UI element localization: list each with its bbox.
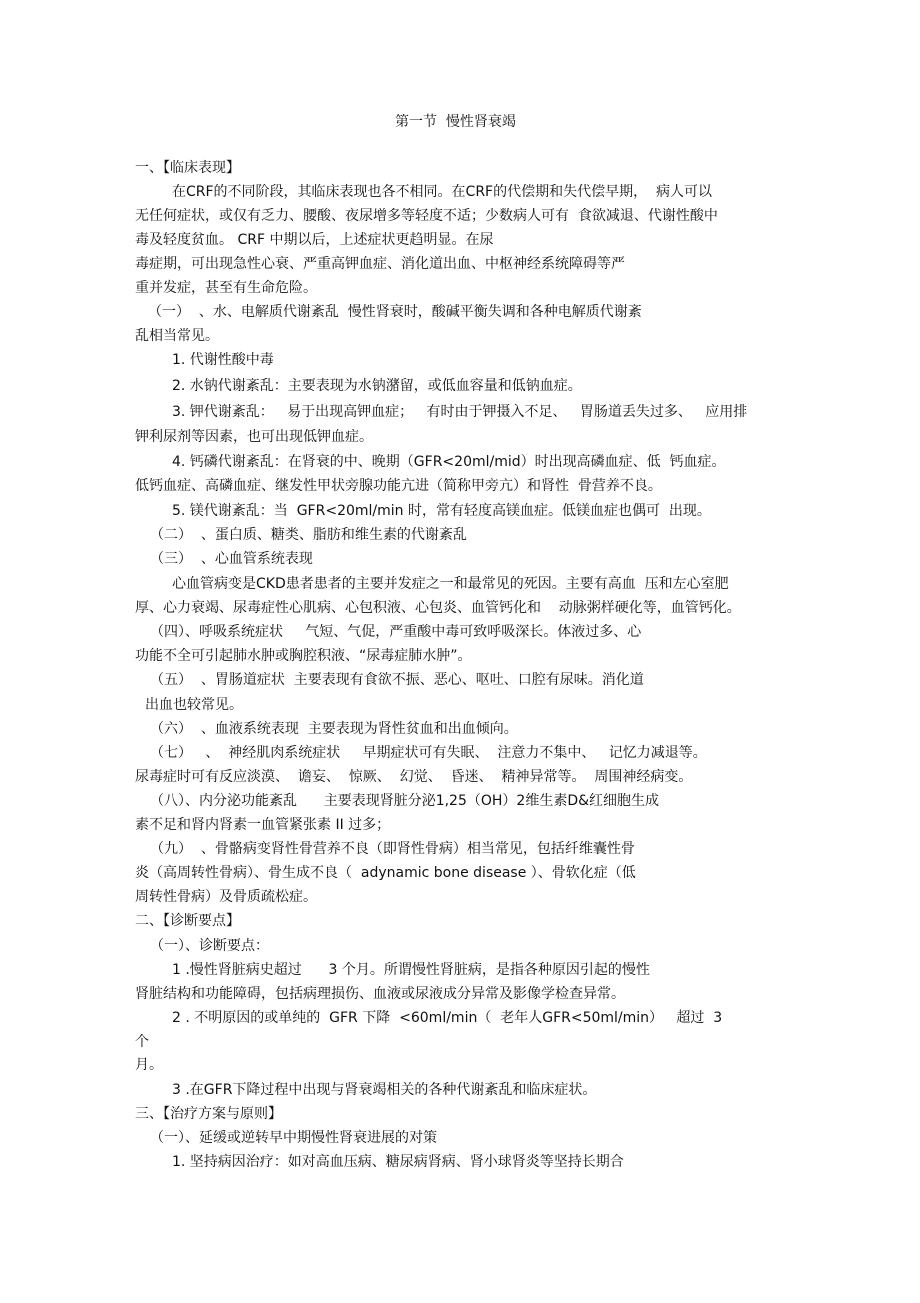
text-line: （一）、延缓或逆转早中期慢性肾衰进展的对策 (150, 1130, 437, 1146)
text-line: 尿毒症时可有反应淡漠、 谵妄、 惊厥、 幻觉、 昏迷、 精神异常等。 周围神经病变。 (135, 769, 693, 785)
text-line: 毒症期，可出现急性心衰、严重高钾血症、消化道出血、中枢神经系统障碍等严 (135, 256, 625, 272)
text-line: （三） 、心血管系统表现 (150, 551, 313, 567)
text-line: 无任何症状，或仅有乏力、腰酸、夜尿增多等轻度不适；少数病人可有 食欲减退、代谢性酸中 (135, 208, 718, 224)
text-line: （一）、诊断要点： (150, 938, 269, 954)
text-line: （二） 、蛋白质、糖类、脂肪和维生素的代谢紊乱 (150, 527, 467, 543)
text-line: 在CRF的不同阶段，其临床表现也各不相同。在CRF的代偿期和失代偿早期， 病人可以 (172, 184, 713, 200)
text-line: 2. 水钠代谢紊乱：主要表现为水钠潴留，或低血容量和低钠血症。 (172, 378, 582, 394)
text-line: 乱相当常见。 (135, 328, 219, 344)
page-title: 第一节 慢性肾衰竭 (395, 114, 516, 130)
text-line: 毒及轻度贫血。 CRF 中期以后，上述症状更趋明显。在尿 (135, 232, 494, 248)
text-line: 炎（高周转性骨病）、骨生成不良（ adynamic bone disease ）、骨软化症（低 (135, 865, 636, 881)
text-line: （八）、内分泌功能紊乱 主要表现肾脏分泌1,25（OH）2维生素D&红细胞生成 (150, 793, 660, 809)
text-line: 5. 镁代谢紊乱：当 GFR<20ml/min 时，常有轻度高镁血症。低镁血症也偶可 出现。 (172, 503, 711, 519)
text-line: 1 .慢性肾脏病史超过 3 个月。所谓慢性肾脏病，是指各种原因引起的慢性 (172, 962, 650, 978)
text-line: 厚、心力衰竭、尿毒症性心肌病、心包积液、心包炎、血管钙化和 动脉粥样硬化等，血管钙化。 (135, 600, 741, 616)
text-line: （九） 、骨骼病变肾性骨营养不良（即肾性骨病）相当常见，包括纤维囊性骨 (150, 841, 635, 857)
text-line: （六） 、血液系统表现 主要表现为肾性贫血和出血倾向。 (150, 721, 518, 737)
text-line: 出血也较常见。 (145, 697, 243, 713)
text-line: （四）、呼吸系统症状 气短、气促，严重酸中毒可致呼吸深长。体液过多、心 (150, 624, 642, 640)
text-line: 3 .在GFR下降过程中出现与肾衰竭相关的各种代谢紊乱和临床症状。 (172, 1082, 597, 1098)
text-line: 一、【临床表现】 (135, 160, 240, 176)
text-line: 低钙血症、高磷血症、继发性甲状旁腺功能亢进（简称甲旁亢）和肾性 骨营养不良。 (135, 478, 662, 494)
text-line: （七） 、 神经肌肉系统症状 早期症状可有失眠、 注意力不集中、 记忆力减退等。 (150, 745, 707, 761)
text-line: 1. 坚持病因治疗：如对高血压病、糖尿病肾病、肾小球肾炎等坚持长期合 (172, 1154, 624, 1170)
text-line: 周转性骨病）及骨质疏松症。 (135, 889, 317, 905)
text-line: 月。 (135, 1057, 163, 1073)
text-line: 功能不全可引起肺水肿或胸腔积液、“尿毒症肺水肿”。 (135, 648, 472, 664)
text-line: 4. 钙磷代谢紊乱：在肾衰的中、晚期（GFR<20ml/mid）时出现高磷血症、低 钙血症。 (172, 454, 726, 470)
text-line: 重并发症，甚至有生命危险。 (135, 280, 317, 296)
text-line: 3. 钾代谢紊乱： 易于出现高钾血症； 有时由于钾摄入不足、 胃肠道丢失过多、 应用排 (172, 404, 748, 420)
text-line: 2 . 不明原因的或单纯的 GFR 下降 <60ml/min（ 老年人GFR<50ml/min） 超过 3 (172, 1010, 723, 1026)
text-line: 肾脏结构和功能障碍，包括病理损伤、血液或尿液成分异常及影像学检查异常。 (135, 986, 625, 1002)
text-line: 心血管病变是CKD患者患者的主要并发症之一和最常见的死因。主要有高血 压和左心室肥 (172, 576, 729, 592)
text-line: 三、【治疗方案与原则】 (135, 1106, 282, 1122)
text-line: （一） 、水、电解质代谢紊乱 慢性肾衰时，酸碱平衡失调和各种电解质代谢紊 (148, 304, 642, 320)
text-line: 素不足和肾内肾素一血管紧张素 II 过多； (135, 817, 391, 833)
text-line: 1. 代谢性酸中毒 (172, 352, 274, 368)
text-line: 二、【诊断要点】 (135, 913, 240, 929)
text-line: （五） 、胃肠道症状 主要表现有食欲不振、恶心、呕吐、口腔有尿味。消化道 (150, 672, 644, 688)
text-line: 钾利尿剂等因素，也可出现低钾血症。 (135, 429, 373, 445)
text-line: 个 (135, 1034, 149, 1050)
